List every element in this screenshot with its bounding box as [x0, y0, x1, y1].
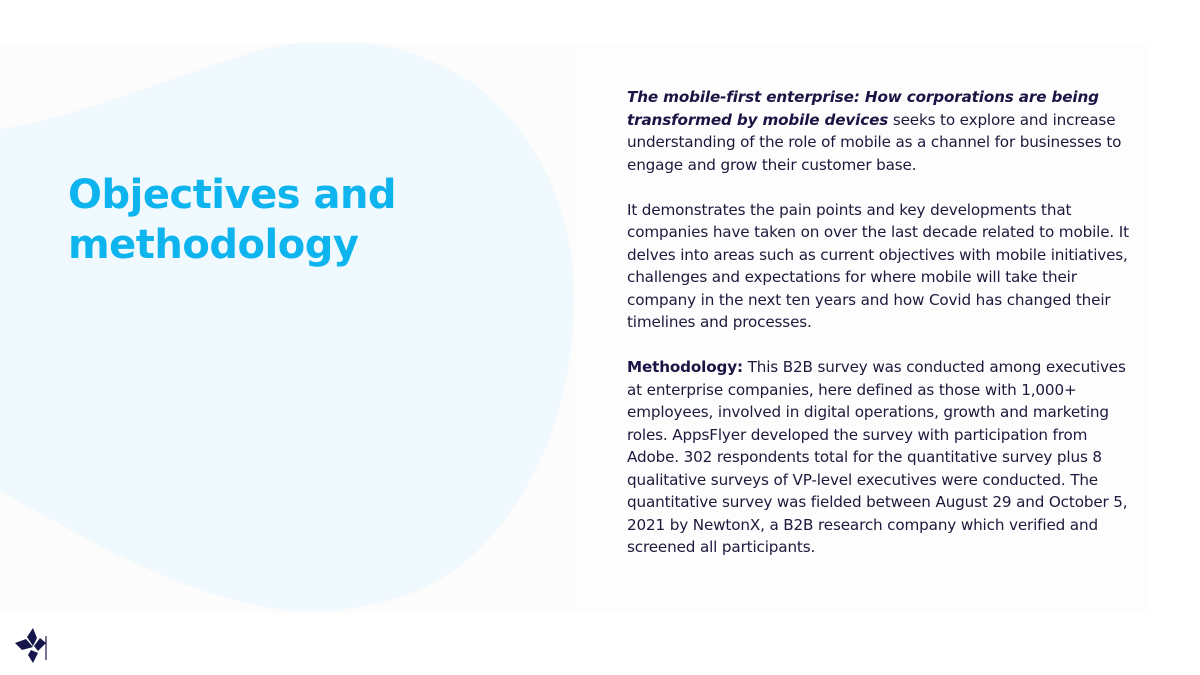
intro-paragraph	[627, 86, 1137, 176]
methodology-paragraph	[627, 356, 1137, 559]
appsflyer-logo-icon	[13, 626, 51, 664]
report-title-emphasis: The mobile-first enterprise: How corporations are being transformed by mobile devices	[627, 88, 1099, 129]
intro-paragraph-text: seeks to explore and increase understanding of the role of mobile as a channel for businesses to engage and grow their customer base.	[627, 110, 1122, 174]
methodology-label: Methodology:	[627, 358, 743, 376]
body-content	[627, 86, 1137, 581]
background-blob-shape	[0, 43, 574, 613]
page-title: Objectives and methodology	[68, 172, 397, 268]
background-blob-panel	[0, 43, 574, 613]
methodology-text: This B2B survey was conducted among executives at enterprise companies, here defined as those with 1,000+ employees, involved in digital operations, growth and marketing roles. AppsFlyer developed the survey with participation from Adobe. 302 respondents total for the quantitative survey plus 8 qualitative surveys of VP-level executives were conducted. The quantitative survey was fielded between August 29 and October 5, 2021 by NewtonX, a B2B research company which verified and screened all participants.	[627, 358, 1128, 556]
pain-points-paragraph: It demonstrates the pain points and key developments that companies have taken on over the last decade related to mobile. It delves into areas such as current objectives with mobile initiatives, challenges and expectations for where mobile will take their company in the next ten years and how Covid has changed their timelines and processes.	[627, 200, 1129, 331]
